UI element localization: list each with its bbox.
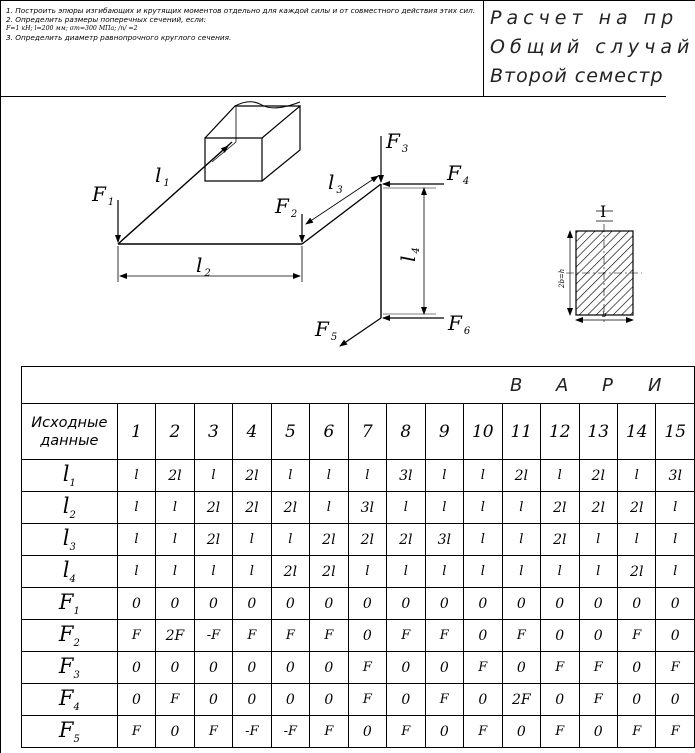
row-label: $l_4$ [22, 556, 118, 588]
table-cell: 2l [579, 492, 617, 524]
table-cell: F [579, 652, 617, 684]
table-cell: 2l [579, 460, 617, 492]
label-f5: F $_5$ [315, 317, 338, 343]
table-cell: l [233, 524, 271, 556]
table-row [22, 556, 695, 588]
section-width-label: b [602, 311, 607, 319]
table-cell: 0 [156, 716, 194, 748]
task-line-3: F=1 кН; l=200 мм; σт=300 МПа; /n/ =2 [6, 25, 138, 32]
table-cell: 3l [387, 460, 425, 492]
table-cell: 3l [348, 492, 386, 524]
column-header-row [22, 404, 695, 460]
table-cell: 0 [387, 588, 425, 620]
table-cell: l [310, 492, 348, 524]
section-height-label: 2b=h [558, 268, 566, 288]
table-cell: l [579, 556, 617, 588]
table-cell: l [156, 524, 194, 556]
table-cell: 3l [425, 524, 463, 556]
row-label: $F_1$ [22, 588, 118, 620]
task-description [6, 6, 476, 42]
table-cell: F [310, 716, 348, 748]
table-cell: 0 [271, 652, 309, 684]
table-cell: 0 [656, 620, 695, 652]
table-row [22, 588, 695, 620]
row-label: $l_2$ [22, 492, 118, 524]
table-cell: 2l [233, 492, 271, 524]
table-cell: 2l [271, 492, 309, 524]
table-row [22, 620, 695, 652]
column-header-6: 6 [310, 404, 348, 460]
table-cell: 0 [233, 684, 271, 716]
label-l2: l $_2$ [196, 253, 211, 279]
table-row [22, 716, 695, 748]
table-cell: 0 [117, 588, 155, 620]
table-cell: l [348, 460, 386, 492]
table-cell: 0 [156, 652, 194, 684]
table-cell: 2l [156, 460, 194, 492]
table-cell: 0 [617, 684, 655, 716]
table-cell: 2l [233, 460, 271, 492]
table-cell: l [425, 556, 463, 588]
row-label: $l_1$ [22, 460, 118, 492]
label-l1: l $_1$ [155, 163, 170, 189]
table-cell: 2l [617, 492, 655, 524]
table-cell: l [156, 556, 194, 588]
row-label: $F_2$ [22, 620, 118, 652]
table-cell: F [310, 620, 348, 652]
column-header-12: 12 [541, 404, 579, 460]
table-cell: 0 [233, 652, 271, 684]
table-cell: l [617, 524, 655, 556]
table-cell: 0 [271, 684, 309, 716]
table-cell: 0 [425, 716, 463, 748]
table-cell: F [617, 716, 655, 748]
header-label: Исходные данные [22, 404, 118, 460]
cross-section [566, 211, 642, 322]
table-cell: F [656, 716, 695, 748]
table-cell: l [117, 556, 155, 588]
table-cell: F [156, 684, 194, 716]
table-cell: 2F [502, 684, 540, 716]
table-row [22, 492, 695, 524]
table-cell: F [271, 620, 309, 652]
table-cell: 2l [194, 492, 232, 524]
variants-title-row [22, 367, 695, 404]
table-cell: l [425, 492, 463, 524]
column-header-5: 5 [271, 404, 309, 460]
table-cell: 0 [387, 684, 425, 716]
table-cell: F [579, 684, 617, 716]
table-cell: l [117, 460, 155, 492]
table-cell: 0 [464, 684, 502, 716]
table-cell: 2l [541, 524, 579, 556]
table-cell: F [541, 716, 579, 748]
table-cell: 0 [464, 588, 502, 620]
column-header-14: 14 [617, 404, 655, 460]
table-cell: l [117, 492, 155, 524]
table-cell: 2F [156, 620, 194, 652]
table-cell: 0 [502, 652, 540, 684]
table-cell: F [348, 684, 386, 716]
table-cell: l [271, 524, 309, 556]
table-cell: 0 [656, 588, 695, 620]
label-f2: F $_2$ [275, 194, 298, 220]
table-cell: 0 [579, 620, 617, 652]
table-cell: l [541, 460, 579, 492]
table-cell: F [387, 620, 425, 652]
table-row [22, 652, 695, 684]
table-cell: F [233, 620, 271, 652]
table-cell: l [656, 556, 695, 588]
section-title: I [600, 202, 607, 221]
table-row [22, 460, 695, 492]
row-label: $F_5$ [22, 716, 118, 748]
table-cell: 0 [117, 684, 155, 716]
table-cell: l [387, 556, 425, 588]
table-cell: l [425, 460, 463, 492]
table-cell: 0 [348, 620, 386, 652]
task-line-4: 3. Определить диаметр равнопрочного круглого сечения. [6, 33, 232, 42]
table-cell: F [117, 716, 155, 748]
table-cell: l [617, 460, 655, 492]
title-line-2: Общий случай [490, 36, 695, 58]
table-cell: F [194, 716, 232, 748]
table-cell: 2l [502, 460, 540, 492]
table-cell: l [541, 556, 579, 588]
table-cell: l [579, 524, 617, 556]
table-cell: 0 [156, 588, 194, 620]
table-cell: 0 [348, 588, 386, 620]
table-cell: F [464, 716, 502, 748]
table-cell: l [233, 556, 271, 588]
table-cell: F [425, 684, 463, 716]
table-cell: l [502, 556, 540, 588]
table-cell: l [464, 524, 502, 556]
table-row [22, 684, 695, 716]
table-cell: 0 [194, 588, 232, 620]
title-line-1: Расчет на пр [490, 7, 679, 29]
table-cell: 3l [656, 460, 695, 492]
table-cell: F [348, 652, 386, 684]
table-cell: 2l [310, 556, 348, 588]
table-cell: F [617, 620, 655, 652]
table-cell: 0 [271, 588, 309, 620]
table-cell: -F [233, 716, 271, 748]
table-row [22, 524, 695, 556]
table-cell: -F [194, 620, 232, 652]
column-header-15: 15 [656, 404, 695, 460]
table-cell: l [387, 492, 425, 524]
table-cell: 0 [579, 588, 617, 620]
table-cell: F [425, 620, 463, 652]
table-cell: l [194, 556, 232, 588]
table-cell: 0 [656, 684, 695, 716]
variants-title: В А Р И [510, 374, 662, 396]
table-cell: 0 [425, 652, 463, 684]
column-header-13: 13 [579, 404, 617, 460]
table-cell: 0 [387, 652, 425, 684]
row-label: $F_3$ [22, 652, 118, 684]
table-cell: 0 [233, 588, 271, 620]
table-cell: 0 [541, 588, 579, 620]
column-header-1: 1 [117, 404, 155, 460]
table-cell: l [194, 460, 232, 492]
table-cell: 0 [310, 652, 348, 684]
column-header-4: 4 [233, 404, 271, 460]
table-cell: 0 [502, 588, 540, 620]
title-block [490, 4, 694, 91]
table-cell: 2l [387, 524, 425, 556]
table-cell: 0 [310, 588, 348, 620]
table-cell: l [464, 492, 502, 524]
table-cell: 0 [194, 684, 232, 716]
task-line-2: 2. Определить размеры поперечных сечений, если: [6, 15, 207, 24]
label-f1: F $_1$ [92, 182, 115, 208]
table-cell: 2l [541, 492, 579, 524]
table-cell: l [656, 524, 695, 556]
table-cell: l [310, 460, 348, 492]
table-cell: 2l [271, 556, 309, 588]
table-cell: 2l [348, 524, 386, 556]
table-cell: F [541, 652, 579, 684]
table-cell: F [502, 620, 540, 652]
table-cell: 0 [617, 652, 655, 684]
column-header-7: 7 [348, 404, 386, 460]
table-cell: l [271, 460, 309, 492]
table-cell: 0 [541, 684, 579, 716]
label-l3: l $_3$ [328, 170, 343, 196]
table-cell: l [502, 524, 540, 556]
table-cell: 0 [194, 652, 232, 684]
label-l4: $l_4$ [396, 247, 422, 262]
title-line-3: Второй семестр [490, 65, 664, 87]
label-f4: F $_4$ [447, 161, 470, 187]
column-header-11: 11 [502, 404, 540, 460]
table-cell: 2l [194, 524, 232, 556]
column-header-2: 2 [156, 404, 194, 460]
table-cell: F [656, 652, 695, 684]
row-label: $F_4$ [22, 684, 118, 716]
table-cell: l [464, 460, 502, 492]
table-cell: 2l [310, 524, 348, 556]
row-label: $l_3$ [22, 524, 118, 556]
variants-table [21, 366, 695, 748]
table-cell: 0 [541, 620, 579, 652]
table-cell: 0 [617, 588, 655, 620]
table-cell: F [117, 620, 155, 652]
column-header-10: 10 [464, 404, 502, 460]
task-line-1: 1. Построить эпюры изгибающих и крутящих моментов отдельно для каждой силы и от совместного действия этих сил. [6, 6, 476, 15]
label-f3: F $_3$ [386, 129, 409, 155]
table-cell: l [117, 524, 155, 556]
table-cell: 0 [117, 652, 155, 684]
table-cell: 0 [464, 620, 502, 652]
table-cell: l [464, 556, 502, 588]
table-cell: l [156, 492, 194, 524]
table-cell: l [502, 492, 540, 524]
table-cell: 0 [502, 716, 540, 748]
table-cell: l [656, 492, 695, 524]
table-cell: l [348, 556, 386, 588]
table-cell: 0 [348, 716, 386, 748]
label-f6: F $_6$ [448, 311, 471, 337]
column-header-3: 3 [194, 404, 232, 460]
column-header-9: 9 [425, 404, 463, 460]
table-cell: 2l [617, 556, 655, 588]
table-cell: 0 [425, 588, 463, 620]
column-header-8: 8 [387, 404, 425, 460]
table-cell: 0 [579, 716, 617, 748]
table-cell: F [387, 716, 425, 748]
table-cell: -F [271, 716, 309, 748]
table-cell: F [464, 652, 502, 684]
table-cell: 0 [310, 684, 348, 716]
